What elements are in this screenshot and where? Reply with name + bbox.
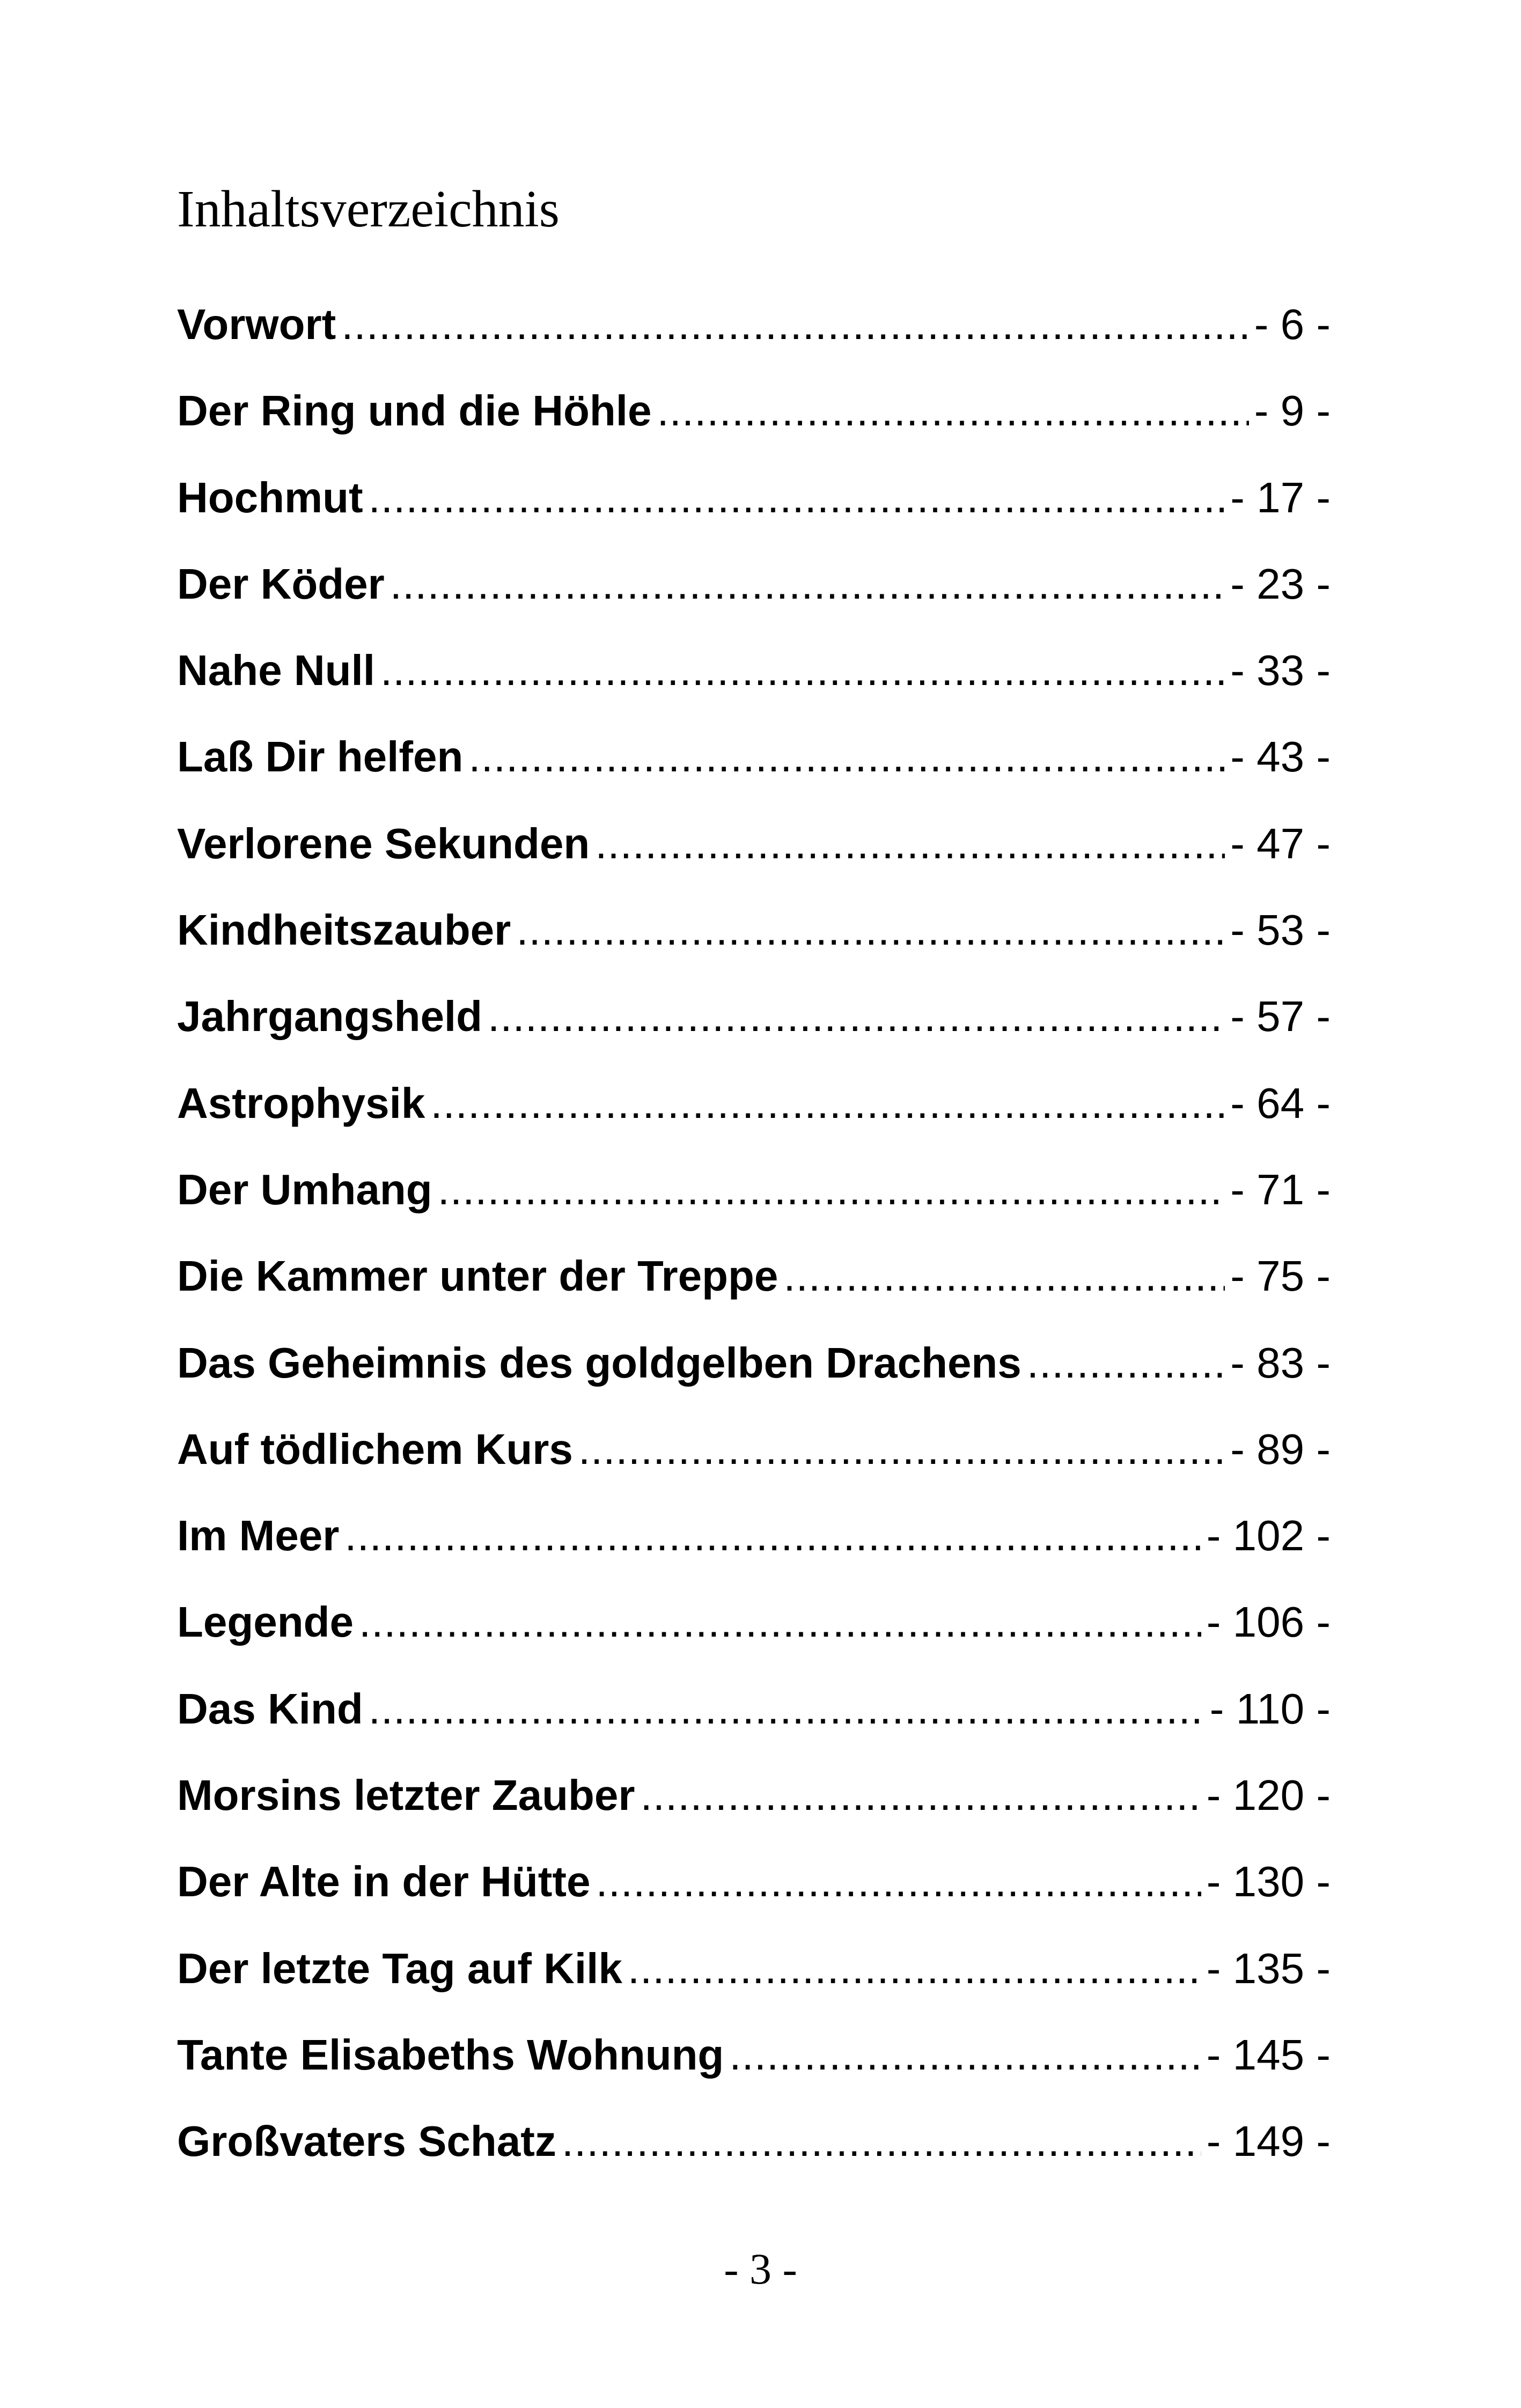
toc-dot-leader	[578, 1417, 1225, 1482]
toc-entry-page: - 33 -	[1230, 646, 1331, 695]
toc-entry[interactable]	[177, 1331, 1331, 1417]
toc-entry[interactable]	[177, 1244, 1331, 1330]
toc-entry-title: Kindheitszauber	[177, 906, 511, 954]
toc-entry[interactable]	[177, 638, 1331, 725]
toc-dot-leader	[595, 812, 1225, 876]
toc-dot-leader	[390, 552, 1225, 616]
toc-entry-page: - 17 -	[1230, 473, 1331, 521]
toc-entry[interactable]	[177, 1071, 1331, 1158]
toc-dot-leader	[341, 292, 1248, 357]
toc-entry-title: Großvaters Schatz	[177, 2117, 556, 2166]
toc-entry[interactable]	[177, 2023, 1331, 2109]
toc-entry[interactable]	[177, 1677, 1331, 1763]
toc-entry-page: - 135 -	[1206, 1944, 1331, 1992]
toc-entry-title: Auf tödlichem Kurs	[177, 1425, 573, 1473]
table-of-contents	[177, 292, 1331, 2196]
toc-dot-leader	[438, 1158, 1225, 1222]
toc-entry[interactable]	[177, 898, 1331, 984]
toc-entry-page: - 75 -	[1230, 1252, 1331, 1300]
toc-entry-page: - 71 -	[1230, 1165, 1331, 1213]
toc-entry-page: - 9 -	[1254, 387, 1331, 435]
toc-entry[interactable]	[177, 466, 1331, 552]
toc-entry[interactable]	[177, 812, 1331, 898]
toc-entry[interactable]	[177, 552, 1331, 638]
toc-dot-leader	[430, 1071, 1225, 1136]
toc-entry-page: - 120 -	[1206, 1771, 1331, 1820]
toc-entry-title: Der Alte in der Hütte	[177, 1858, 591, 1906]
toc-dot-leader	[369, 1677, 1204, 1741]
toc-entry-page: - 130 -	[1206, 1858, 1331, 1906]
toc-entry-title: Jahrgangsheld	[177, 992, 483, 1041]
toc-entry-title: Der letzte Tag auf Kilk	[177, 1944, 622, 1992]
toc-entry[interactable]	[177, 984, 1331, 1071]
toc-entry-page: - 6 -	[1254, 300, 1331, 348]
toc-entry-title: Die Kammer unter der Treppe	[177, 1252, 778, 1300]
toc-dot-leader	[783, 1244, 1225, 1308]
toc-entry-title: Legende	[177, 1598, 354, 1646]
toc-dot-leader	[628, 1936, 1201, 2001]
toc-dot-leader	[729, 2023, 1201, 2087]
toc-entry-title: Der Umhang	[177, 1165, 432, 1213]
toc-dot-leader	[488, 984, 1225, 1049]
toc-entry-title: Hochmut	[177, 473, 363, 521]
toc-dot-leader	[657, 379, 1248, 443]
toc-entry[interactable]	[177, 1936, 1331, 2023]
toc-entry-page: - 43 -	[1230, 733, 1331, 781]
toc-entry-page: - 149 -	[1206, 2117, 1331, 2166]
toc-dot-leader	[344, 1504, 1201, 1568]
toc-entry-title: Das Geheimnis des goldgelben Drachens	[177, 1338, 1022, 1387]
toc-entry-page: - 89 -	[1230, 1425, 1331, 1473]
toc-entry[interactable]	[177, 1590, 1331, 1676]
toc-entry-title: Astrophysik	[177, 1079, 425, 1127]
toc-entry-page: - 57 -	[1230, 992, 1331, 1041]
toc-entry-title: Der Ring und die Höhle	[177, 387, 652, 435]
toc-entry-page: - 83 -	[1230, 1338, 1331, 1387]
toc-entry-page: - 23 -	[1230, 559, 1331, 608]
toc-dot-leader	[596, 1850, 1201, 1914]
toc-dot-leader	[516, 898, 1225, 962]
toc-entry[interactable]	[177, 1504, 1331, 1590]
toc-dot-leader	[468, 725, 1225, 789]
toc-entry[interactable]	[177, 292, 1331, 379]
toc-dot-leader	[359, 1590, 1201, 1654]
page-number: - 3 -	[724, 2244, 797, 2293]
toc-entry[interactable]	[177, 1763, 1331, 1850]
toc-entry[interactable]	[177, 1158, 1331, 1244]
toc-entry[interactable]	[177, 1850, 1331, 1936]
toc-entry-title: Tante Elisabeths Wohnung	[177, 2030, 724, 2079]
toc-entry[interactable]	[177, 379, 1331, 465]
toc-entry-page: - 53 -	[1230, 906, 1331, 954]
toc-entry-page: - 102 -	[1206, 1512, 1331, 1560]
toc-entry-title: Das Kind	[177, 1684, 363, 1733]
toc-entry-page: - 145 -	[1206, 2030, 1331, 2079]
toc-entry-title: Nahe Null	[177, 646, 375, 695]
toc-entry-page: - 110 -	[1209, 1684, 1331, 1733]
toc-heading: Inhaltsverzeichnis	[177, 180, 560, 238]
toc-dot-leader	[562, 2109, 1201, 2174]
toc-entry-title: Im Meer	[177, 1512, 340, 1560]
toc-entry-title: Der Köder	[177, 559, 385, 608]
toc-entry-page: - 106 -	[1206, 1598, 1331, 1646]
toc-dot-leader	[1027, 1331, 1225, 1395]
toc-entry[interactable]	[177, 725, 1331, 811]
toc-entry-title: Morsins letzter Zauber	[177, 1771, 635, 1820]
toc-entry-title: Vorwort	[177, 300, 336, 348]
toc-dot-leader	[369, 466, 1225, 530]
toc-entry-title: Laß Dir helfen	[177, 733, 464, 781]
toc-entry-page: - 64 -	[1230, 1079, 1331, 1127]
toc-dot-leader	[380, 638, 1225, 703]
toc-entry-title: Verlorene Sekunden	[177, 819, 590, 867]
toc-entry[interactable]	[177, 1417, 1331, 1504]
toc-dot-leader	[641, 1763, 1201, 1828]
toc-entry-page: - 47 -	[1230, 819, 1331, 867]
toc-entry[interactable]	[177, 2109, 1331, 2196]
